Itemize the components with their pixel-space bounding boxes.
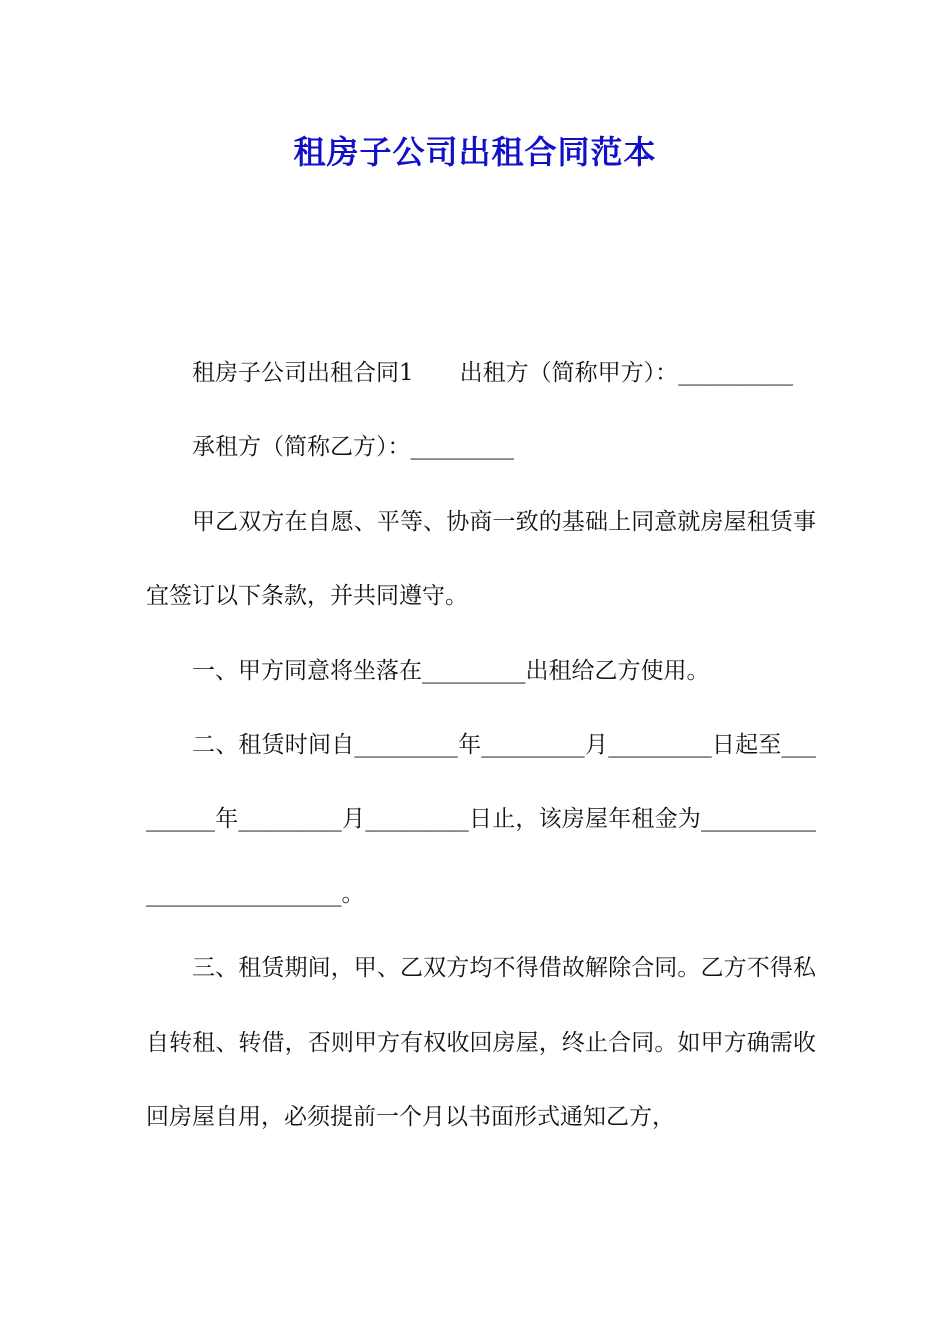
paragraph-clause-3: 三、租赁期间，甲、乙双方均不得借故解除合同。乙方不得私自转租、转借，否则甲方有权收回房屋，终止合同。如甲方确需收回房屋自用，必须提前一个月以书面形式通知乙方， xyxy=(146,955,816,1131)
document-title: 租房子公司出租合同范本 xyxy=(293,133,657,171)
document-body xyxy=(146,336,816,1154)
paragraph-agreement-intro: 甲乙双方在自愿、平等、协商一致的基础上同意就房屋租赁事宜签订以下条款，并共同遵守。 xyxy=(146,508,816,610)
paragraph-clause-1: 一、甲方同意将坐落在_________出租给乙方使用。 xyxy=(192,657,710,684)
paragraph-parties-lessee: 承租方（简称乙方）：_________ xyxy=(192,434,514,461)
paragraph-parties-lessor: 租房子公司出租合同1 出租方（简称甲方）：__________ xyxy=(192,360,794,386)
paragraph-clause-2: 二、租赁时间自_________年_________月_________日起至_________年_________月_________日止，该房屋年租金为___________________________。 xyxy=(146,732,816,907)
